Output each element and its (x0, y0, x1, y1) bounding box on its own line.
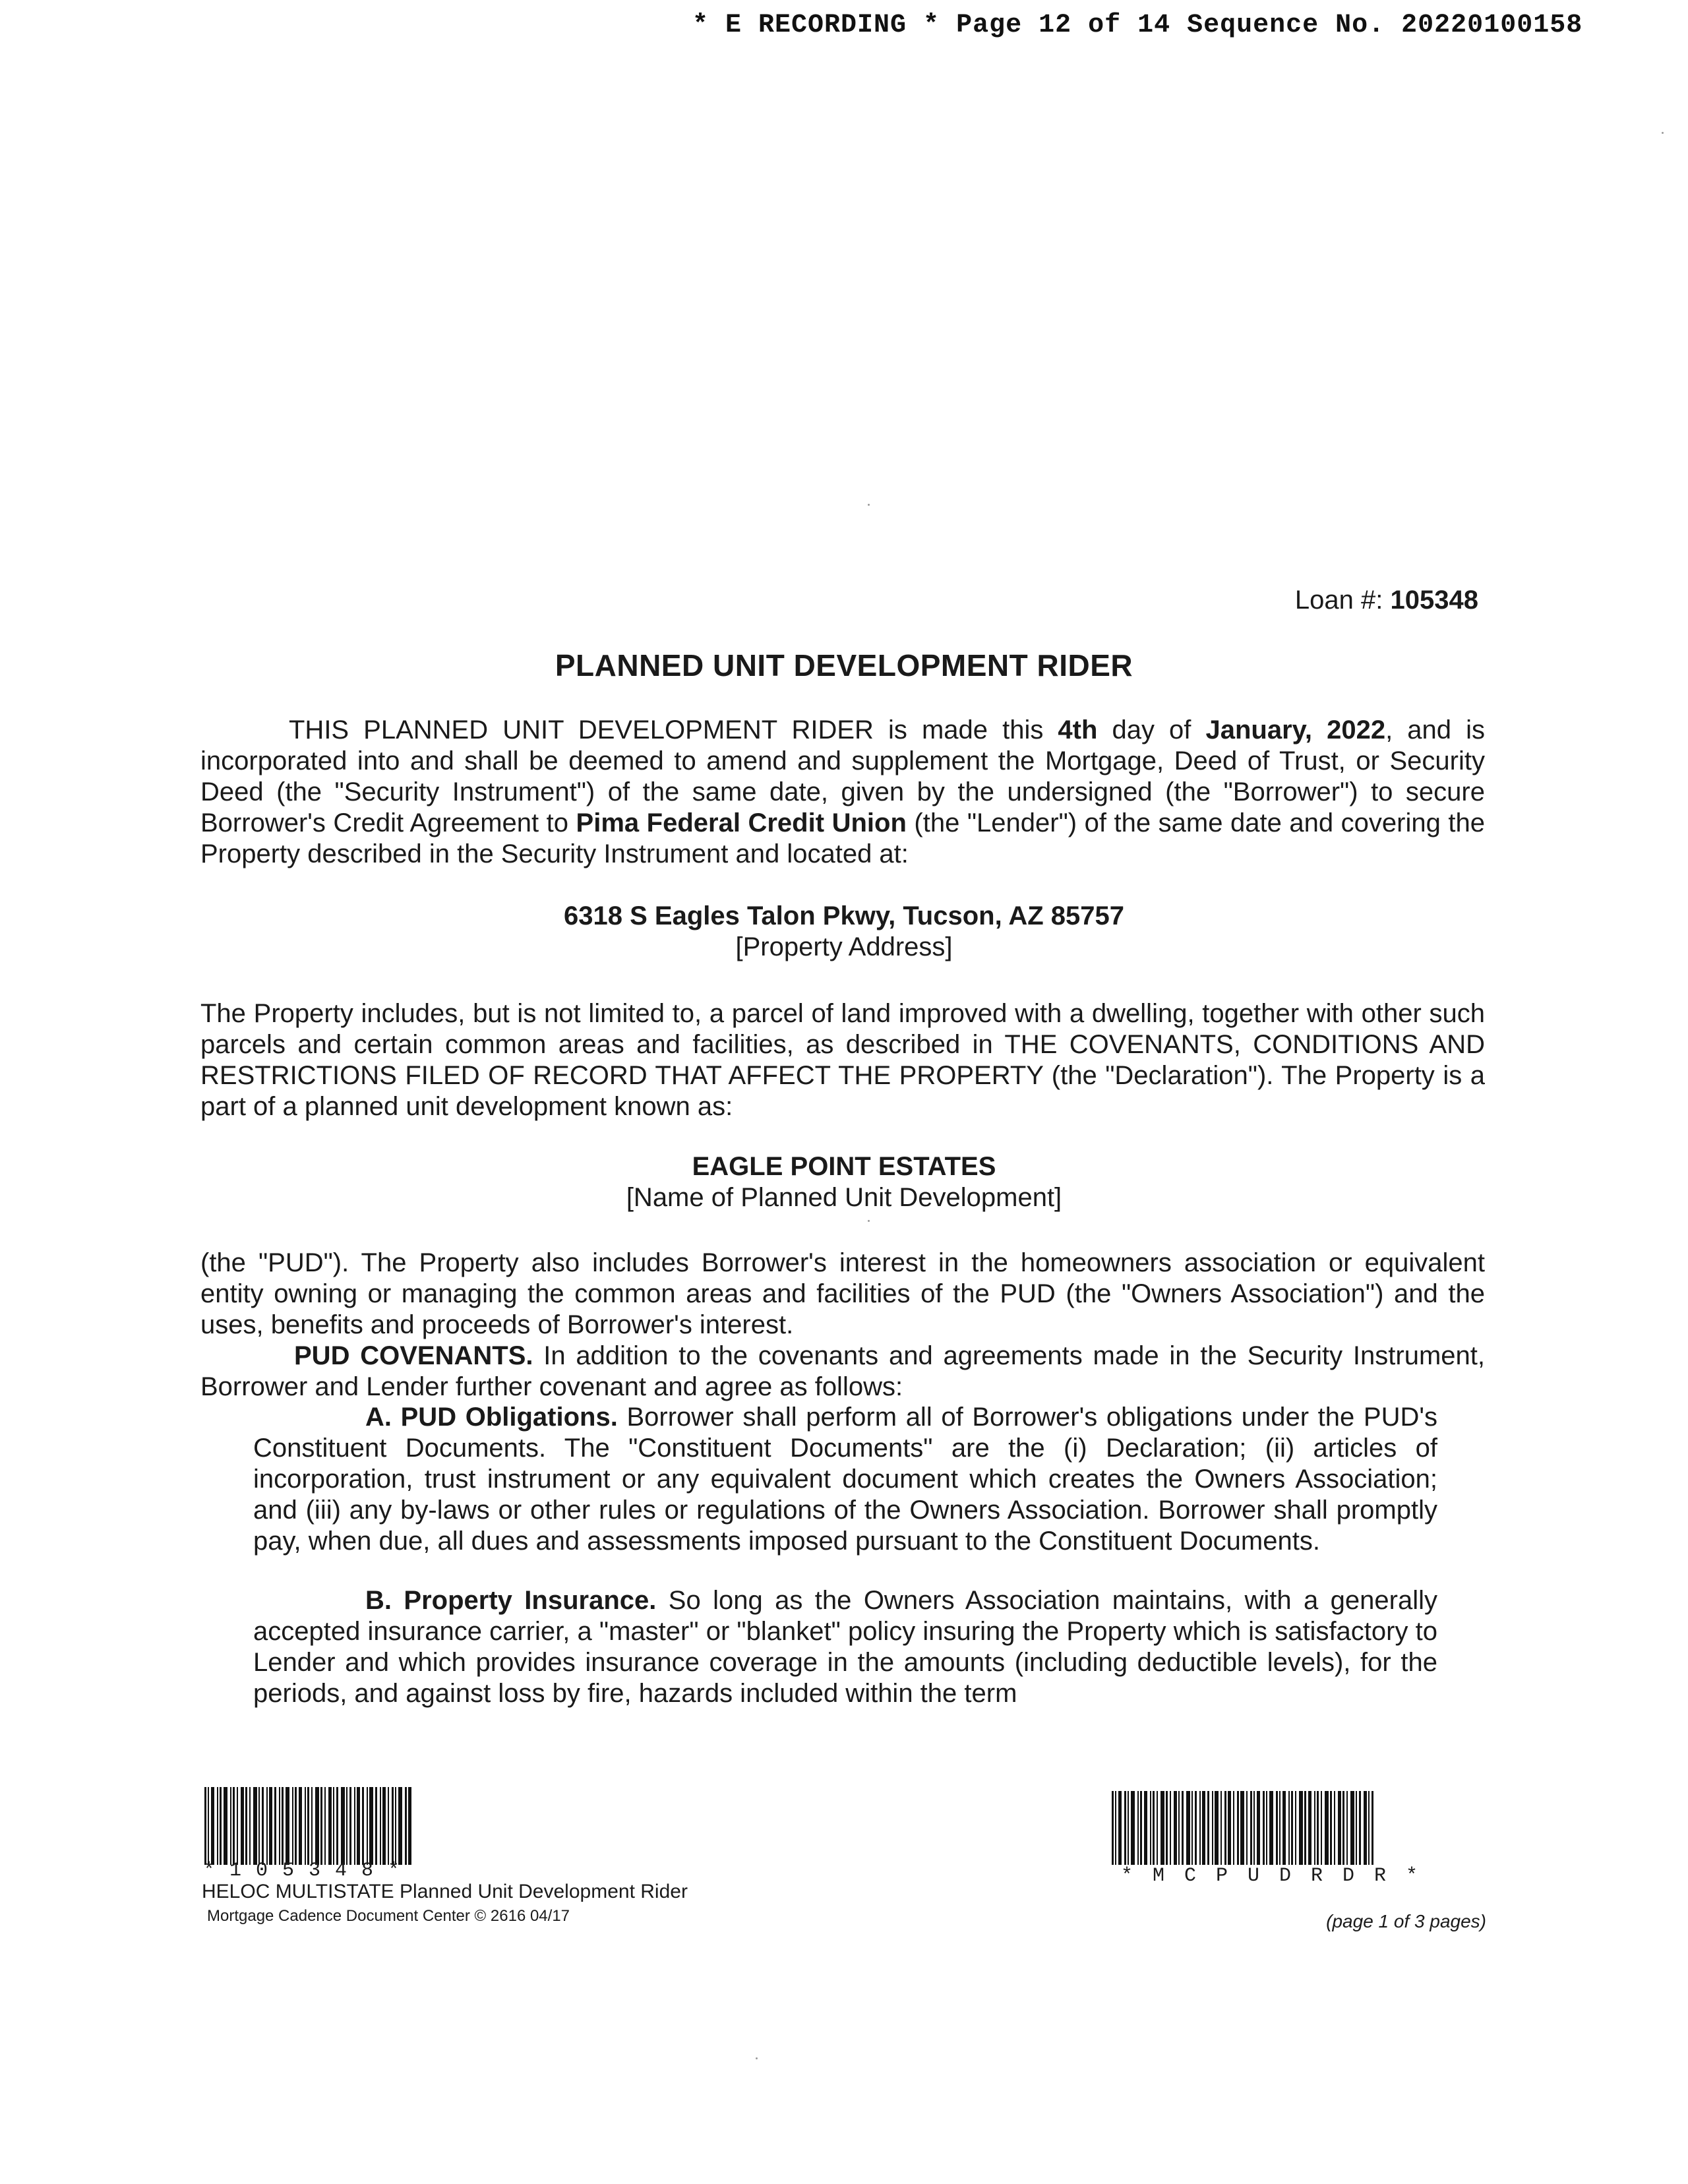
section-a-text: Borrower shall perform all of Borrower's obligations under the PUD's Constituent Documents. The "Constituent Documents" are the (i) Declaration; (ii) articles of incorporation, trust instrument or any equivalent document which creates the Owners Association; and (iii) any by-laws or other rules or regulations of the Owners Association. Borrower shall promptly pay, when due, all dues and assessments imposed pursuant to the Constituent Documents. (253, 1403, 1437, 1556)
pud-name-block (0, 1151, 1688, 1213)
barcode-bar (241, 1787, 244, 1865)
intro-text-4: (the "Lender") of the same date and covering the Property described in the Security Instrument and located at: (200, 808, 1485, 868)
barcode-bar (367, 1787, 368, 1865)
barcode-bar (1291, 1791, 1293, 1865)
barcode-bar (1160, 1791, 1164, 1865)
document-title: PLANNED UNIT DEVELOPMENT RIDER (555, 648, 1133, 682)
intro-paragraph (200, 715, 1485, 870)
barcode-bar (1221, 1791, 1222, 1865)
barcode-bar (1317, 1791, 1319, 1865)
barcode-bar (1288, 1791, 1290, 1865)
barcode-bar (324, 1787, 326, 1865)
intro-text-1: THIS PLANNED UNIT DEVELOPMENT RIDER is made this (289, 715, 1058, 744)
barcode-bar (1128, 1791, 1129, 1865)
barcode-bar (295, 1787, 297, 1865)
intro-text-2: day of (1097, 715, 1206, 744)
barcode-bar (249, 1787, 251, 1865)
barcode-bar (220, 1787, 222, 1865)
barcode-bar (346, 1787, 347, 1865)
barcode-bar (1279, 1791, 1281, 1865)
scan-speck (868, 1220, 870, 1222)
barcode-bar (1207, 1791, 1209, 1865)
barcode-bar (354, 1787, 355, 1865)
barcode-bar (408, 1787, 411, 1865)
loan-barcode (204, 1787, 501, 1865)
rider-day: 4th (1058, 715, 1098, 744)
barcode-bar (1368, 1791, 1370, 1865)
barcode-bar (398, 1787, 402, 1865)
barcode-bar (1350, 1791, 1354, 1865)
barcode-bar (1131, 1791, 1135, 1865)
barcode-bar (349, 1787, 351, 1865)
barcode-bar (1186, 1791, 1190, 1865)
barcode-bar (1228, 1791, 1231, 1865)
barcode-bar (311, 1787, 313, 1865)
barcode-bar (341, 1787, 345, 1865)
barcode-bar (1118, 1791, 1122, 1865)
barcode-bar (299, 1787, 302, 1865)
footer-form-name: HELOC MULTISTATE Planned Unit Development Rider (202, 1881, 688, 1902)
barcode-bar (1166, 1791, 1168, 1865)
barcode-bar (1308, 1791, 1311, 1865)
loan-value: 105348 (1390, 586, 1478, 615)
pud-name: EAGLE POINT ESTATES (692, 1152, 996, 1181)
barcode-bar (204, 1787, 206, 1865)
barcode-bar (1144, 1791, 1147, 1865)
barcode-bar (1257, 1791, 1260, 1865)
barcode-bar (286, 1787, 289, 1865)
barcode-bar (1202, 1791, 1205, 1865)
barcode-bar (1321, 1791, 1322, 1865)
section-a-pud-obligations (253, 1402, 1437, 1557)
barcode-bar (375, 1787, 377, 1865)
footer-source: Mortgage Cadence Document Center © 2616 04/17 (207, 1907, 570, 1925)
lender-name: Pima Federal Credit Union (576, 808, 907, 837)
barcode-bar (307, 1787, 309, 1865)
barcode-bar (320, 1787, 322, 1865)
barcode-bar (1253, 1791, 1255, 1865)
barcode-bar (380, 1787, 381, 1865)
barcode-bar (1304, 1791, 1306, 1865)
barcode-bar (274, 1787, 276, 1865)
barcode-bar (1240, 1791, 1244, 1865)
barcode-bar (1140, 1791, 1142, 1865)
loan-label: Loan #: (1294, 586, 1383, 615)
barcode-bar (1137, 1791, 1139, 1865)
barcode-bar (1295, 1791, 1296, 1865)
barcode-bar (269, 1787, 272, 1865)
property-paragraph: The Property includes, but is not limited to, a parcel of land improved with a dwelling, together with other such parcels and certain common areas and facilities, as described in THE COVENANTS, CONDITIONS AND RESTRICTIONS FILED OF RECORD THAT AFFECT THE PROPERTY (the "Declaration"). The Property is a part of a planned unit development known as: (200, 999, 1485, 1121)
barcode-bar (1282, 1791, 1286, 1865)
barcode-bar (382, 1787, 386, 1865)
barcode-bar (282, 1787, 284, 1865)
barcode-bar (369, 1787, 373, 1865)
barcode-bar (217, 1787, 218, 1865)
property-address-block (0, 901, 1688, 963)
barcode-bar (1330, 1791, 1332, 1865)
form-barcode-caption: *MCPUDRDR* (1121, 1865, 1438, 1887)
barcode-bar (279, 1787, 280, 1865)
barcode-bar (1199, 1791, 1201, 1865)
barcode-bar (233, 1787, 235, 1865)
barcode-bar (1191, 1791, 1193, 1865)
barcode-bar (1263, 1791, 1265, 1865)
barcode-bar (1124, 1791, 1126, 1865)
barcode-bar (1246, 1791, 1248, 1865)
scan-speck (756, 2057, 758, 2059)
barcode-bar (315, 1787, 319, 1865)
barcode-bar (395, 1787, 396, 1865)
barcode-bar (1334, 1791, 1335, 1865)
barcode-bar (266, 1787, 268, 1865)
barcode-bar (245, 1787, 247, 1865)
barcode-bar (405, 1787, 407, 1865)
barcode-bar (1112, 1791, 1114, 1865)
barcode-bar (388, 1787, 389, 1865)
recording-header: * E RECORDING * Page 12 of 14 Sequence No. 20220100158 (692, 11, 1583, 40)
section-a-heading: A. PUD Obligations. (365, 1403, 618, 1432)
barcode-bar (1276, 1791, 1278, 1865)
barcode-bar (1299, 1791, 1303, 1865)
barcode-bar (357, 1787, 360, 1865)
section-b-property-insurance (253, 1585, 1437, 1709)
barcode-bar (208, 1787, 209, 1865)
pud-covenants-text: In addition to the covenants and agreements made in the Security Instrument, Borrower and Lender further covenant and agree as follows: (200, 1341, 1485, 1401)
barcode-bar (258, 1787, 260, 1865)
barcode-bar (1233, 1791, 1234, 1865)
barcode-bar (1224, 1791, 1226, 1865)
rider-month-year: January, 2022 (1205, 715, 1386, 744)
pud-paragraph: (the "PUD"). The Property also includes Borrower's interest in the homeowners association or equivalent entity owning or managing the common areas and facilities of the PUD (the "Owners Association") and the uses, benefits and proceeds of Borrower's interest. (200, 1248, 1485, 1339)
section-b-text: So long as the Owners Association maintains, with a generally accepted insurance carrier, a "master" or "blanket" policy insuring the Property which is satisfactory to Lender and which provides insurance coverage in the amounts (including deductible levels), for the periods, and against loss by fire, hazards included within the term (253, 1586, 1438, 1708)
form-barcode (1112, 1791, 1485, 1865)
barcode-bar (292, 1787, 293, 1865)
scan-speck (1662, 132, 1664, 134)
barcode-bar (1372, 1791, 1373, 1865)
barcode-bar (1215, 1791, 1219, 1865)
barcode-bar (237, 1787, 238, 1865)
pud-name-caption: [Name of Planned Unit Development] (626, 1183, 1062, 1212)
barcode-bar (1178, 1791, 1180, 1865)
loan-number (1295, 586, 1478, 615)
barcode-bar (1174, 1791, 1177, 1865)
barcode-bar (262, 1787, 264, 1865)
pud-covenants-heading: PUD COVENANTS. (294, 1341, 533, 1370)
barcode-bar (1346, 1791, 1348, 1865)
barcode-bar (1338, 1791, 1341, 1865)
barcode-bar (230, 1787, 231, 1865)
barcode-bar (1266, 1791, 1267, 1865)
barcode-bar (392, 1787, 394, 1865)
barcode-bar (1325, 1791, 1329, 1865)
barcode-bar (336, 1787, 338, 1865)
intro-text-3: , and is incorporated into and shall be deemed to amend and supplement the Mortgage, Deed of Trust, or Security Deed (the "Security Instrument") of the same date, given by the undersigned (the "Borrower") to secure Borrower's Credit Agreement to (200, 715, 1485, 837)
barcode-bar (305, 1787, 306, 1865)
barcode-bar (1170, 1791, 1171, 1865)
property-address: 6318 S Eagles Talon Pkwy, Tucson, AZ 85757 (564, 901, 1124, 930)
barcode-bar (1115, 1791, 1116, 1865)
barcode-bar (328, 1787, 332, 1865)
pud-covenants-paragraph (200, 1341, 1485, 1403)
barcode-bar (1195, 1791, 1197, 1865)
barcode-bar (211, 1787, 214, 1865)
barcode-bar (1364, 1791, 1367, 1865)
barcode-bar (253, 1787, 257, 1865)
barcode-bar (1182, 1791, 1184, 1865)
barcode-bar (1237, 1791, 1239, 1865)
barcode-bar (1359, 1791, 1361, 1865)
barcode-bar (1269, 1791, 1273, 1865)
footer-page-info: (page 1 of 3 pages) (1326, 1911, 1486, 1931)
property-address-caption: [Property Address] (735, 932, 953, 961)
barcode-bar (1212, 1791, 1213, 1865)
barcode-bar (224, 1787, 227, 1865)
loan-barcode-caption: *105348* (203, 1860, 415, 1882)
barcode-bar (1150, 1791, 1151, 1865)
barcode-bar (1157, 1791, 1158, 1865)
barcode-bar (1153, 1791, 1155, 1865)
barcode-bar (362, 1787, 364, 1865)
barcode-bar (1250, 1791, 1252, 1865)
section-b-heading: B. Property Insurance. (365, 1586, 657, 1615)
scan-speck (868, 504, 870, 506)
barcode-bar (333, 1787, 334, 1865)
barcode-bar (1356, 1791, 1357, 1865)
barcode-bar (1314, 1791, 1315, 1865)
barcode-bar (1342, 1791, 1344, 1865)
